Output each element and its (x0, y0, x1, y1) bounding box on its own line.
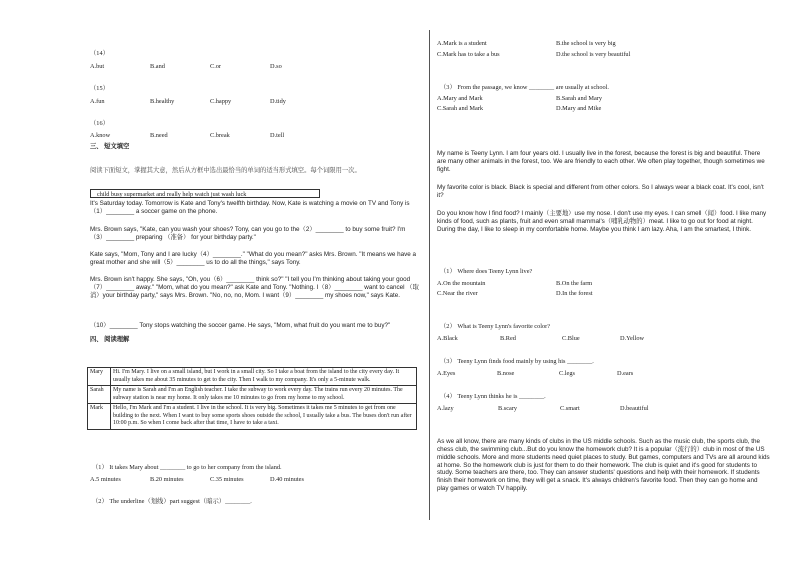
table-row (88, 404, 417, 430)
question-number: （14） (90, 50, 109, 57)
option-b: B.need (150, 132, 168, 139)
table-cell-name: Mark (88, 404, 111, 430)
reading-question: （4） Teeny Lynn thinks he is ________. (440, 393, 546, 400)
option-d: D.ears (617, 370, 634, 377)
option-a: A.lazy (437, 405, 454, 412)
option-a: A.Mark is a student (437, 40, 487, 47)
table-cell-name: Mary (88, 368, 111, 386)
option-a: A.On the mountain (437, 280, 486, 287)
option-c: C.or (210, 63, 222, 70)
option-c: C.Sarah and Mark (437, 105, 483, 112)
option-a: A.know (90, 132, 111, 139)
reading-question: （3） From the passage, we know ________ are usually at school. (440, 84, 609, 91)
option-d: D.the school is very beautiful (556, 51, 631, 58)
table-row (88, 368, 417, 386)
cloze-paragraph-5: （10）________ Tony stops watching the soccer game. He says, "Mom, what fruit do you want me to buy?" (90, 322, 391, 329)
option-d: D.tell (270, 132, 285, 139)
option-c: C.Blue (562, 335, 580, 342)
passage-paragraph: My favorite color is black. Black is special and different from other colors. So I always wear a black coat. It's cool, isn't it? (437, 184, 764, 199)
option-b: B.scary (498, 405, 518, 412)
option-c: C.break (210, 132, 230, 139)
passage-paragraph: As we all know, there are many kinds of clubs in the US middle schools. Such as the music club, the sports club, the chess club, the swimming club...But do you know the homework club? It is a popular（流行的）club in most of the US middle schools. More and more students need quiet places to study. But games, computers and TVs are all around kids at home. So the homework club is just for them to do their homework. The club is quiet and it's good for students to study. Some teachers are there, too. They can answer students' questions and help with their homework. If students finish their homework on time, they will get a snack. It's always children's favorite food. Then they can go home and play games or watch TV happily. (437, 438, 770, 493)
option-d: D.so (270, 63, 282, 70)
column-divider (429, 30, 430, 520)
option-d: D.Mary and Mike (556, 105, 602, 112)
option-c: C.Near the river (437, 290, 478, 297)
option-a: A.Black (437, 335, 458, 342)
instruction-text: 阅读下面短文，掌握其大意，然后从方框中选出最恰当的单词的适当形式填空。每个词限用一次。 (90, 167, 361, 174)
option-d: D.beautiful (620, 405, 649, 412)
option-b: B.On the farm (556, 280, 593, 287)
reading-question: （1） It takes Mary about ________ to go to her company from the island. (92, 464, 282, 471)
option-a: A.fun (90, 98, 105, 105)
option-c: C.smart (560, 405, 580, 412)
reading-question: （3） Teeny Lynn finds food mainly by using his ________. (440, 358, 594, 365)
question-number: （16） (90, 120, 109, 127)
option-b: B.nose (497, 370, 515, 377)
option-a: A.5 minutes (90, 476, 121, 483)
section-heading: 三、 短文填空 (90, 143, 130, 150)
option-a: A.but (90, 63, 105, 70)
table-cell-text: Hi. I'm Mary. I live on a small island, but I work in a small city. So I take a boat from the island to the city every day. It usually takes me about 35 minutes to get to the city. Then I walk to my company. It's only a 5-minute walk. (111, 368, 417, 386)
cloze-paragraph-4: Mrs. Brown isn't happy. She says, "Oh, you（6）________ think so?" "I tell you I'm thinking about taking your good （7）________ away." "Mom, what do you mean?" ask Kate and Tony. "Nothing. I（8）________ want to cancel （取消）your birthday party," says Mrs. Brown. "No, no, no, Mom. I want（9）________ my shoes now," says Kate. (90, 276, 419, 299)
option-b: B.healthy (150, 98, 175, 105)
passage-paragraph: Do you know how I find food? I mainly（主要地）use my nose. I don't use my eyes. I can smell（闻）food. I like many kinds of food, such as plants, fruit and even small mammal's（哺乳动物的）meat. I like to go out for food at night. During the day, I like to sleep in my comfortable home. Maybe you think I am lazy. Aha, I am the smartest, I think. (437, 210, 767, 233)
option-d: D.40 minutes (270, 476, 304, 483)
option-d: D.Yellow (620, 335, 645, 342)
option-d: D.tidy (270, 98, 286, 105)
option-b: B.the school is very big (556, 40, 616, 47)
reading-question: （2） The underline（划线）part suggest（暗示）________. (92, 498, 252, 505)
option-b: B.and (150, 63, 165, 70)
cloze-paragraph-2: Mrs. Brown says, "Kate, can you wash your shoes? Tony, can you go to the（2）________ to buy some fruit? I'm （3）________ preparing （准备） for your birthday party." (90, 226, 406, 241)
option-a: A.Mary and Mark (437, 95, 483, 102)
table-cell-name: Sarah (88, 386, 111, 404)
table-row (88, 386, 417, 404)
table-cell-text: My name is Sarah and I'm an English teacher. I take the subway to work every day. The trains run every 20 minutes. The subway station is near my home. It only takes me 10 minutes to go from my home to my school. (111, 386, 417, 404)
cloze-paragraph-3: Kate says, "Mom, Tony and I are lucky（4）________." "What do you mean?" asks Mrs. Brown. "It means we have a great mother and she will（5）________ us to do all the things," says Tony. (90, 251, 417, 266)
option-c: C.happy (210, 98, 232, 105)
option-a: A.Eyes (437, 370, 456, 377)
reading-question: （2） What is Teeny Lynn's favorite color? (440, 323, 551, 330)
word-box: child busy supermarket and really help watch just wash luck (90, 189, 320, 198)
option-b: B.Red (500, 335, 516, 342)
table-cell-text: Hello, I'm Mark and I'm a student. I live in the school. It is very big. Sometimes it takes me 5 minutes to get from one building to the next. When I want to buy some sports shoes outside the school, I usually take a bus. The buses don't run after 10:00 p.m. So when I come back after that time, I have to take a taxi. (111, 404, 417, 430)
cloze-paragraph-1: It's Saturday today. Tomorrow is Kate and Tony's twelfth birthday. Now, Kate is watching a movie on TV and Tony is （1）________ a soccer game on the phone. (90, 200, 410, 215)
option-c: C.legs (559, 370, 575, 377)
option-b: B.Sarah and Mary (556, 95, 602, 102)
passage-paragraph: My name is Teeny Lynn. I am four years old. I usually live in the forest, because the forest is big and beautiful. There are many other animals in the forest, too. We are friendly to each other. We often play together, though sometimes we fight. (437, 150, 765, 173)
question-number: （15） (90, 85, 109, 92)
option-c: C.35 minutes (210, 476, 244, 483)
reading-table (87, 367, 417, 430)
option-d: D.In the forest (556, 290, 593, 297)
reading-question: （1） Where does Teeny Lynn live? (440, 268, 533, 275)
option-c: C.Mark has to take a bus (437, 51, 500, 58)
section-heading: 四、 阅读理解 (90, 336, 130, 343)
option-b: B.20 minutes (150, 476, 184, 483)
